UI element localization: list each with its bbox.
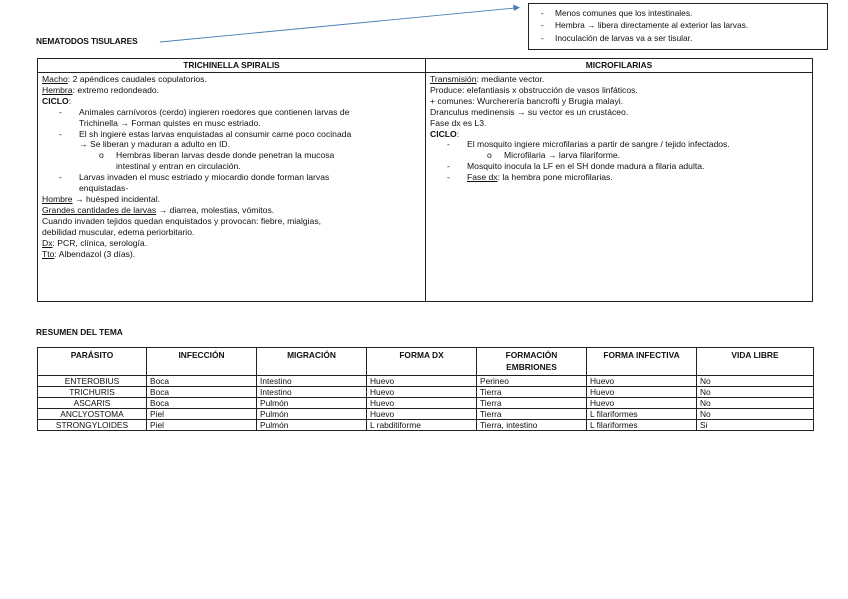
- hombre-text: → huésped incidental.: [72, 193, 161, 204]
- cell-parasito: ASCARIS: [38, 398, 147, 409]
- ciclo-step: - El mosquito ingiere microfilarias a partir de sangre / tejido infectados.: [430, 139, 810, 150]
- callout-item: - Inoculación de larvas va a ser tisular.: [555, 32, 821, 44]
- col-header-forma-infectiva: FORMA INFECTIVA: [587, 348, 697, 376]
- hembra-label: Hembra: [42, 84, 73, 95]
- cell-forma-infectiva: Huevo: [587, 376, 697, 387]
- ciclo-line: [42, 96, 422, 107]
- dx-line: [42, 238, 422, 249]
- microfilarias-cell: [430, 74, 810, 183]
- table-row: [38, 420, 814, 431]
- table-row: [38, 376, 814, 387]
- hembra-text: : extremo redondeado.: [72, 84, 160, 95]
- cell-formacion-embriones: Perineo: [477, 376, 587, 387]
- ciclo-step-cont: Trichinella → Forman quistes en musc estriado.: [79, 117, 261, 128]
- cell-infeccion: Boca: [147, 398, 257, 409]
- ciclo-line: [430, 129, 810, 140]
- cell-vida-libre: No: [697, 376, 814, 387]
- tto-label: Tto: [42, 248, 55, 259]
- callout-item: - Menos comunes que los intestinales.: [555, 7, 821, 19]
- produce-line: Produce: elefantiasis x obstrucción de vasos linfáticos.: [430, 84, 638, 95]
- cell-forma-infectiva: Huevo: [587, 398, 697, 409]
- cell-vida-libre: Si: [697, 420, 814, 431]
- macho-line: [42, 74, 422, 85]
- cell-infeccion: Piel: [147, 409, 257, 420]
- cell-infeccion: Boca: [147, 376, 257, 387]
- cell-forma-infectiva: Huevo: [587, 387, 697, 398]
- fase-dx-label: Fase dx: [467, 172, 498, 183]
- ciclo-label: CICLO: [430, 128, 457, 139]
- cuando-line-cont: debilidad muscular, edema periorbitario.: [42, 226, 195, 237]
- cell-forma-dx: Huevo: [367, 398, 477, 409]
- cell-vida-libre: No: [697, 409, 814, 420]
- col-header-infeccion: INFECCIÓN: [147, 348, 257, 376]
- header-microfilarias: MICROFILARIAS: [585, 60, 653, 70]
- callout-box: [528, 3, 828, 50]
- ciclo-step: - Larvas invaden el musc estriado y miocardio donde forman larvas: [42, 172, 422, 183]
- cell-migracion: Pulmón: [257, 398, 367, 409]
- macho-text: : 2 apéndices caudales copulatorios.: [67, 74, 207, 84]
- transmision-line: [430, 74, 810, 85]
- grandes-text: → diarrea, molestias, vómitos.: [156, 204, 275, 215]
- ciclo-substep-cont: intestinal y entran en circulación.: [116, 161, 241, 172]
- col-header-forma-dx: FORMA DX: [367, 348, 477, 376]
- hombre-label: Hombre: [42, 193, 73, 204]
- cell-forma-infectiva: L filariformes: [587, 409, 697, 420]
- ciclo-step: - El sh ingiere estas larvas enquistadas al consumir carne poco cocinada: [42, 129, 422, 140]
- fase-dx-text: : la hembra pone microfilarias.: [497, 172, 613, 183]
- cell-forma-dx: L rabditiforme: [367, 420, 477, 431]
- summary-header-row: [38, 348, 814, 376]
- cell-formacion-embriones: Tierra: [477, 398, 587, 409]
- ciclo-step: [430, 172, 810, 183]
- header-trichinella: TRICHINELLA SPIRALIS: [183, 60, 280, 70]
- grandes-label: Grandes cantidades de larvas: [42, 204, 157, 215]
- cell-infeccion: Piel: [147, 420, 257, 431]
- table-row: [38, 409, 814, 420]
- summary-title: RESUMEN DEL TEMA: [36, 327, 123, 337]
- ciclo-step-cont: enquistadas-: [79, 183, 129, 194]
- cell-forma-dx: Huevo: [367, 387, 477, 398]
- summary-table: [37, 347, 814, 431]
- hombre-line: [42, 194, 422, 205]
- transmision-text: : mediante vector.: [476, 74, 545, 84]
- grandes-line: [42, 205, 422, 216]
- cell-forma-dx: Huevo: [367, 376, 477, 387]
- dx-text: : PCR, clínica, serología.: [52, 237, 148, 248]
- ciclo-colon: :: [456, 128, 460, 139]
- dx-label: Dx: [42, 237, 53, 248]
- cell-migracion: Pulmón: [257, 409, 367, 420]
- cell-parasito: ENTEROBIUS: [38, 376, 147, 387]
- comunes-line: + comunes: Wurcherería bancrofti y Brugia malayi.: [430, 95, 624, 106]
- cell-formacion-embriones: Tierra, intestino: [477, 420, 587, 431]
- table-row: [38, 398, 814, 409]
- col-header-formacion-embriones: FORMACIÓN EMBRIONES: [477, 348, 587, 376]
- cell-vida-libre: No: [697, 398, 814, 409]
- tto-text: : Albendazol (3 días).: [54, 248, 136, 259]
- cell-parasito: TRICHURIS: [38, 387, 147, 398]
- cell-parasito: STRONGYLOIDES: [38, 420, 147, 431]
- col-header-migracion: MIGRACIÓN: [257, 348, 367, 376]
- cell-migracion: Pulmón: [257, 420, 367, 431]
- ciclo-substep: o Hembras liberan larvas desde donde penetran la mucosa: [42, 150, 422, 161]
- cell-formacion-embriones: Tierra: [477, 409, 587, 420]
- ciclo-label: CICLO: [42, 95, 69, 106]
- cell-infeccion: Boca: [147, 387, 257, 398]
- section-title: NEMATODOS TISULARES: [36, 36, 138, 46]
- callout-item: - Hembra → libera directamente al exterior las larvas.: [555, 19, 821, 31]
- tto-line: [42, 249, 422, 260]
- trichinella-cell: [42, 74, 422, 259]
- ciclo-step-cont: → Se liberan y maduran a adulto en ID.: [79, 139, 230, 150]
- cell-forma-dx: Huevo: [367, 409, 477, 420]
- ciclo-step: - Mosquito inocula la LF en el SH donde madura a filaria adulta.: [430, 161, 810, 172]
- table-row: [38, 387, 814, 398]
- column-divider: [425, 59, 426, 301]
- cell-formacion-embriones: Tierra: [477, 387, 587, 398]
- col-header-parasito: PARÁSITO: [38, 348, 147, 376]
- cell-forma-infectiva: L filariformes: [587, 420, 697, 431]
- cell-migracion: Intestino: [257, 376, 367, 387]
- cell-parasito: ANCLYOSTOMA: [38, 409, 147, 420]
- cell-migracion: Intestino: [257, 387, 367, 398]
- ciclo-substep: o Microfilaria → larva filariforme.: [430, 150, 810, 161]
- ciclo-colon: :: [68, 95, 72, 106]
- transmision-label: Transmisión: [430, 74, 477, 84]
- dranculus-line: Dranculus medinensis → su vector es un crustáceo.: [430, 106, 629, 117]
- macho-label: Macho: [42, 74, 68, 84]
- cell-vida-libre: No: [697, 387, 814, 398]
- ciclo-step: - Animales carnívoros (cerdo) ingieren roedores que contienen larvas de: [42, 107, 422, 118]
- cuando-line: Cuando invaden tejidos quedan enquistados y provocan: fiebre, mialgias,: [42, 215, 322, 226]
- fase-line: Fase dx es L3.: [430, 117, 487, 128]
- hembra-line: [42, 85, 422, 96]
- nematodes-table: [37, 58, 813, 302]
- col-header-vida-libre: VIDA LIBRE: [697, 348, 814, 376]
